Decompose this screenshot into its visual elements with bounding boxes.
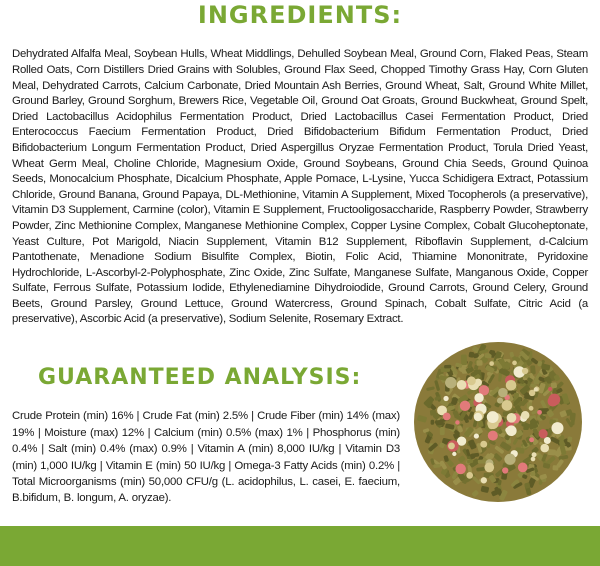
footer-bar <box>0 526 600 566</box>
pellet-food-image <box>408 330 588 510</box>
ingredients-list: Dehydrated Alfalfa Meal, Soybean Hulls, Wheat Middlings, Dehulled Soybean Meal, Ground Corn, Flaked Peas, Steam Rolled Oats, Corn Distillers Dried Grains with Solubles, Ground Flax Seed, Chopped Timothy Grass Hay, Corn Gluten Meal, Dehydrated Carrots, Calcium Carbonate, Dried Mountain Ash Berries, Ground Wheat, Salt, Ground White Millet, Ground Barley, Ground Sorghum, Brewers Rice, Vegetable Oil, Ground Oat Groats, Ground Buckwheat, Ground Spelt, Dried Lactobacillus Acidophilus Fermentation Product, Dried Lactobacillus Casei Fermentation Product, Dried Enterococcus Faecium Fermentation Product, Dried Bifidobacterium Bifidum Fermentation Product, Dried Bifidobacterium Longum Fermentation Product, Dried Aspergillus Oryzae Fermentation Product, Torula Dried Yeast, Wheat Germ Meal, Choline Chloride, Magnesium Oxide, Ground Soybeans, Ground Chia Seeds, Ground Quinoa Seeds, Monocalcium Phosphate, Dicalcium Phosphate, Apple Pomace, L-Lysine, Yucca Schidigera Extract, Potassium Chloride, Ground Banana, Ground Papaya, DL-Methionine, Vitamin A Supplement, Mixed Tocopherols (a preservative), Vitamin D3 Supplement, Carmine (color), Vitamin E Supplement, Fructooligosaccharide, Raspberry Powder, Strawberry Powder, Zinc Methionine Complex, Manganese Methionine Complex, Copper Lysine Complex, Cobalt Glucoheptonate, Yeast Culture, Pot Marigold, Niacin Supplement, Vitamin B12 Supplement, Riboflavin Supplement, d-Calcium Pantothenate, Menadione Sodium Bisulfite Complex, Biotin, Folic Acid, Thiamine Mononitrate, Pyridoxine Hydrochloride, L-Ascorbyl-2-Polyphosphate, Zinc Oxide, Zinc Sulfate, Manganese Sulfate, Manganous Oxide, Copper Sulfate, Ferrous Sulfate, Potassium Iodide, Ethylenediamine Dihydroiodide, Ground Carrots, Ground Celery, Ground Beets, Ground Parsley, Ground Lettuce, Ground Watercress, Ground Spinach, Cobalt Sulfate, Citric Acid (a preservative), Ascorbic Acid (a preservative), Sodium Selenite, Rosemary Extract. <box>12 48 588 326</box>
ingredients-heading: INGREDIENTS: <box>197 1 403 29</box>
guaranteed-analysis-text: Crude Protein (min) 16% | Crude Fat (min) 2.5% | Crude Fiber (min) 14% (max) 19% | Moisture (max) 12% | Calcium (min) 0.5% (max) 1% | Phosphorus (min) 0.4% | Salt (min) 0.4% (max) 0.9% | Vitamin A (min) 8,000 IU/kg | Vitamin D3 (min) 1,000 IU/kg | Vitamin E (min) 50 IU/kg | Omega-3 Fatty Acids (min) 0.2% | Total Microorganisms (min) 50,000 CFU/g (L. acidophilus, L. casei, E. faecium, B.bifidum, B. longum, A. oryzae). <box>12 410 400 505</box>
guaranteed-analysis-heading: GUARANTEED ANALYSIS: <box>38 365 362 390</box>
